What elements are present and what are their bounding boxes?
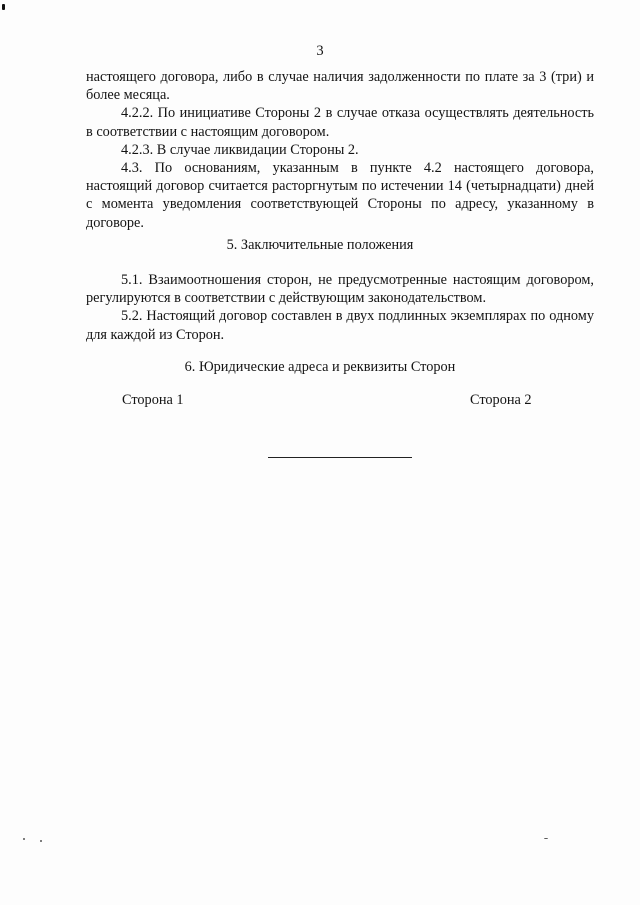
separator-line (268, 457, 412, 458)
paragraph-4-3: 4.3. По основаниям, указанным в пункте 4.2 настоящего договора, настоящий договор считается расторгнутым по истечении 14 (четырнадцати) дней с момента уведомления соответствующей Стороны по адресу, указанному в договоре. (86, 160, 594, 231)
section-6-heading: 6. Юридические адреса и реквизиты Сторон (184, 359, 456, 375)
paragraph-5-1: 5.1. Взаимоотношения сторон, не предусмотренные настоящим договором, регулируются в соответствии с действующим законодательством. (86, 272, 594, 307)
paragraph-4-2-1-tail: настоящего договора, либо в случае наличия задолженности по плате за 3 (три) и более месяца. (86, 69, 594, 104)
section-5-body (86, 271, 594, 344)
party-1-label: Сторона 1 (122, 392, 184, 408)
section-5-heading: 5. Заключительные положения (226, 237, 414, 253)
party-2-label: Сторона 2 (470, 392, 532, 408)
scan-speck (544, 838, 548, 839)
paragraph-4-2-2: 4.2.2. По инициативе Стороны 2 в случае отказа осуществлять деятельность в соответствии с настоящим договором. (86, 105, 594, 140)
paragraph-4-2-3: 4.2.3. В случае ликвидации Стороны 2. (121, 141, 359, 158)
scan-speck (40, 840, 42, 842)
section-4-continuation (86, 68, 594, 232)
scan-speck (23, 838, 25, 840)
page-number: 3 (316, 43, 324, 59)
scan-mark (2, 4, 5, 10)
paragraph-5-2: 5.2. Настоящий договор составлен в двух подлинных экземплярах по одному для каждой из Сторон. (86, 308, 594, 343)
